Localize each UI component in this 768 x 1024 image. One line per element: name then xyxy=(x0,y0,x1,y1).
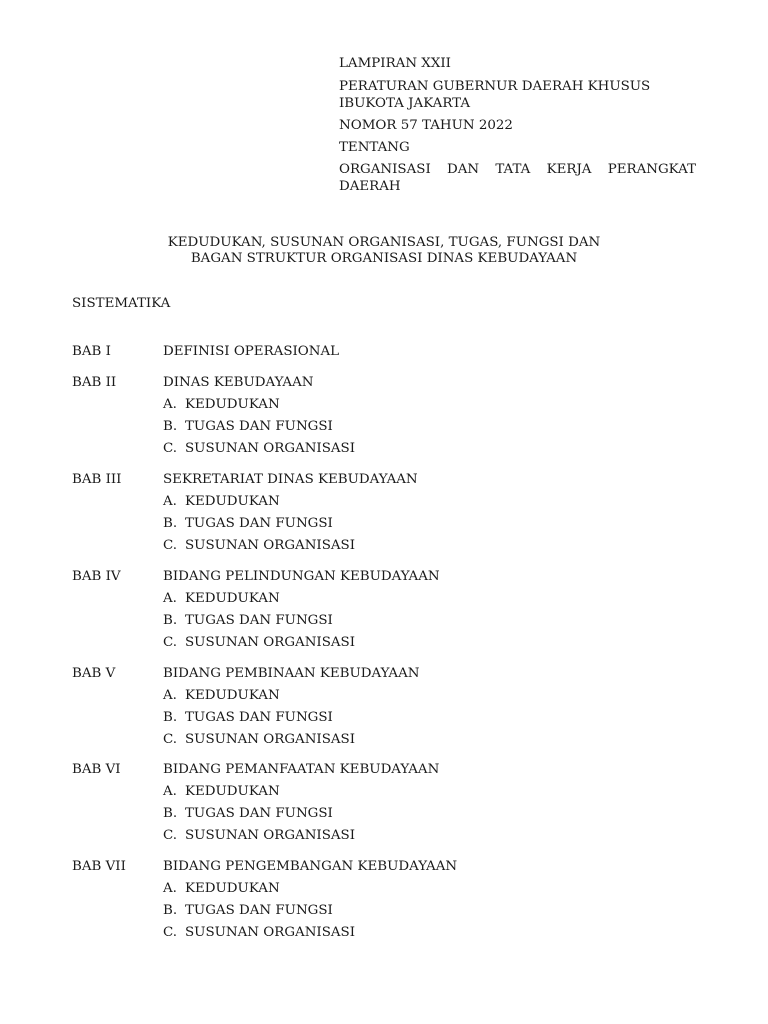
peraturan-line-2: IBUKOTA JAKARTA xyxy=(339,96,471,111)
sub-item-text: SUSUNAN ORGANISASI xyxy=(185,441,356,456)
bab-section xyxy=(72,469,712,557)
bab-row xyxy=(72,856,712,878)
bab-sub-item xyxy=(72,491,712,513)
bab-number: BAB V xyxy=(72,666,116,681)
bab-sub-item xyxy=(72,825,712,847)
bab-sub-item xyxy=(72,685,712,707)
sub-item-letter: A. xyxy=(163,784,177,799)
bab-row xyxy=(72,663,712,685)
bab-title: BIDANG PELINDUNGAN KEBUDAYAAN xyxy=(163,569,440,584)
bab-number: BAB I xyxy=(72,344,111,359)
bab-row xyxy=(72,372,712,394)
bab-number: BAB IV xyxy=(72,569,121,584)
bab-section xyxy=(72,856,712,944)
bab-sub-item xyxy=(72,922,712,944)
sub-item-letter: B. xyxy=(163,516,178,531)
bab-title: SEKRETARIAT DINAS KEBUDAYAAN xyxy=(163,472,418,487)
bab-sub-item xyxy=(72,729,712,751)
bab-row xyxy=(72,759,712,781)
bab-section xyxy=(72,372,712,460)
bab-sub-item xyxy=(72,803,712,825)
document-title xyxy=(70,235,698,267)
sub-item-letter: B. xyxy=(163,806,178,821)
bab-sub-item xyxy=(72,781,712,803)
bab-title: BIDANG PEMBINAAN KEBUDAYAAN xyxy=(163,666,420,681)
bab-sub-item xyxy=(72,900,712,922)
lampiran-header xyxy=(339,55,696,195)
sub-item-text: TUGAS DAN FUNGSI xyxy=(185,710,333,725)
sub-item-text: KEDUDUKAN xyxy=(185,881,280,896)
sub-item-letter: B. xyxy=(163,613,178,628)
sub-item-letter: C. xyxy=(163,441,178,456)
bab-sub-item xyxy=(72,610,712,632)
sub-item-text: TUGAS DAN FUNGSI xyxy=(185,419,333,434)
sub-item-letter: A. xyxy=(163,881,177,896)
nomor-line: NOMOR 57 TAHUN 2022 xyxy=(339,118,513,133)
sub-item-letter: C. xyxy=(163,925,178,940)
sub-item-text: SUSUNAN ORGANISASI xyxy=(185,635,356,650)
sub-item-text: SUSUNAN ORGANISASI xyxy=(185,732,356,747)
bab-number: BAB VI xyxy=(72,762,121,777)
bab-row xyxy=(72,341,712,363)
sub-item-letter: B. xyxy=(163,419,178,434)
sub-item-text: KEDUDUKAN xyxy=(185,784,280,799)
bab-sub-item xyxy=(72,878,712,900)
sub-item-text: KEDUDUKAN xyxy=(185,688,280,703)
sub-item-letter: B. xyxy=(163,903,178,918)
perihal-line-2: DAERAH xyxy=(339,179,401,194)
bab-title: DEFINISI OPERASIONAL xyxy=(163,344,340,359)
bab-sub-item xyxy=(72,707,712,729)
sub-item-text: TUGAS DAN FUNGSI xyxy=(185,613,333,628)
perihal-line-1: ORGANISASI DAN TATA KERJA PERANGKAT xyxy=(339,162,696,177)
bab-title: BIDANG PENGEMBANGAN KEBUDAYAAN xyxy=(163,859,458,874)
bab-row xyxy=(72,566,712,588)
bab-row xyxy=(72,469,712,491)
bab-section xyxy=(72,663,712,751)
sistematika-heading: SISTEMATIKA xyxy=(72,296,171,311)
sub-item-text: SUSUNAN ORGANISASI xyxy=(185,538,356,553)
sub-item-letter: A. xyxy=(163,397,177,412)
sub-item-letter: C. xyxy=(163,635,178,650)
bab-sub-item xyxy=(72,416,712,438)
bab-sub-item xyxy=(72,394,712,416)
sub-item-text: SUSUNAN ORGANISASI xyxy=(185,925,356,940)
sub-item-letter: A. xyxy=(163,494,177,509)
sub-item-letter: A. xyxy=(163,688,177,703)
bab-number: BAB III xyxy=(72,472,122,487)
bab-sub-item xyxy=(72,535,712,557)
lampiran-number: LAMPIRAN XXII xyxy=(339,56,451,71)
bab-title: DINAS KEBUDAYAAN xyxy=(163,375,314,390)
sub-item-text: TUGAS DAN FUNGSI xyxy=(185,806,333,821)
sub-item-letter: C. xyxy=(163,538,178,553)
title-line-1: KEDUDUKAN, SUSUNAN ORGANISASI, TUGAS, FUNGSI DAN xyxy=(167,235,601,250)
bab-sub-item xyxy=(72,438,712,460)
bab-section xyxy=(72,341,712,363)
sub-item-text: SUSUNAN ORGANISASI xyxy=(185,828,356,843)
sub-item-letter: C. xyxy=(163,828,178,843)
bab-sub-item xyxy=(72,632,712,654)
peraturan-line-1: PERATURAN GUBERNUR DAERAH KHUSUS xyxy=(339,79,651,94)
sub-item-text: KEDUDUKAN xyxy=(185,494,280,509)
bab-section xyxy=(72,759,712,847)
sub-item-letter: C. xyxy=(163,732,178,747)
bab-number: BAB II xyxy=(72,375,117,390)
sub-item-text: KEDUDUKAN xyxy=(185,591,280,606)
sub-item-letter: B. xyxy=(163,710,178,725)
title-line-2: BAGAN STRUKTUR ORGANISASI DINAS KEBUDAYAAN xyxy=(190,251,578,266)
bab-title: BIDANG PEMANFAATAN KEBUDAYAAN xyxy=(163,762,440,777)
sub-item-text: TUGAS DAN FUNGSI xyxy=(185,516,333,531)
sub-item-text: KEDUDUKAN xyxy=(185,397,280,412)
bab-sub-item xyxy=(72,588,712,610)
bab-section xyxy=(72,566,712,654)
bab-number: BAB VII xyxy=(72,859,126,874)
bab-sub-item xyxy=(72,513,712,535)
sub-item-letter: A. xyxy=(163,591,177,606)
sub-item-text: TUGAS DAN FUNGSI xyxy=(185,903,333,918)
tentang-line: TENTANG xyxy=(339,140,410,155)
